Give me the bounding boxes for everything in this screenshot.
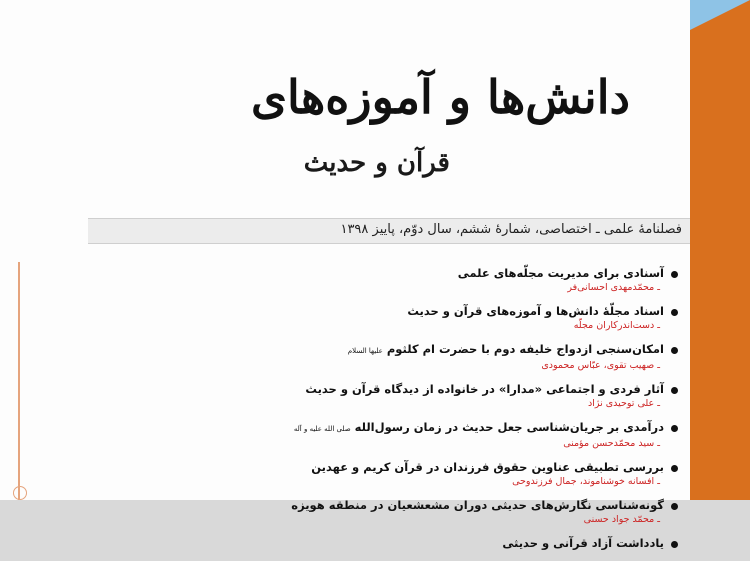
toc-title-honorific: علیها السلام [347,347,383,355]
toc-title-line [260,342,664,359]
toc-title: آثار فردی و اجتماعی «مدارا» در خانواده از دیدگاه قرآن و حدیث [305,382,664,396]
toc-title: یادداشت آزاد قرآنی و حدیثی [502,536,664,550]
toc-author: ـ علی توحیدی نژاد [587,398,660,409]
toc-title: گونه‌شناسی نگارش‌های حدیثی دوران مشعشعیان در منطقه هویزه [291,498,664,512]
bullet-icon [671,347,678,354]
toc-author: ـ محمّد جواد حسنی [583,514,660,525]
toc-title: درآمدی بر جریان‌شناسی جعل حدیث در زمان رسول‌الله [354,420,664,434]
toc-item [260,460,680,488]
toc-title: اسناد مجلّهٔ دانش‌ها و آموزه‌های قرآن و حدیث [407,304,664,318]
bullet-icon [671,387,678,394]
toc-item [260,382,680,410]
toc-item [260,536,680,551]
toc-title-line [260,420,664,437]
toc-item [260,498,680,526]
toc-item [260,342,680,372]
toc-author: ـ افسانه خوشناموند، جمال فرزندوحی [512,476,660,487]
toc-item [260,266,680,294]
issue-info: فصلنامهٔ علمی ـ اختصاصی، شمارهٔ ششم، سال دوّم، پاییز ۱۳۹۸ [340,222,682,237]
toc-item [260,420,680,450]
toc-title-honorific: صلی الله علیه و آله [293,425,351,433]
bullet-icon [671,503,678,510]
toc-author: ـ دست‌اندرکاران مجلّه [573,320,660,331]
blue-corner-decoration [690,0,750,30]
bullet-icon [671,425,678,432]
bullet-icon [671,271,678,278]
bullet-icon [671,541,678,548]
toc-title: امکان‌سنجی ازدواج خلیفه دوم با حضرت ام کلثوم [386,342,664,356]
bullet-icon [671,309,678,316]
journal-title: دانش‌ها و آموزه‌های [250,70,630,124]
toc-author: ـ صهیب تقوی، عبّاس محمودی [541,360,660,371]
bullet-icon [671,465,678,472]
toc-author: ـ محمّدمهدی احسانی‌فر [567,282,660,293]
decorative-vertical-line [18,262,20,500]
orange-side-bar [690,0,750,500]
decorative-circle [13,486,27,500]
issue-band [88,218,690,244]
journal-subtitle: قرآن و حدیث [303,148,450,178]
toc-title: بررسی تطبیقی عناوین حقوق فرزندان در قرآن کریم و عهدین [311,460,664,474]
toc-author: ـ سید محمّدحسن مؤمنی [563,438,660,449]
table-of-contents [260,266,680,561]
toc-item [260,304,680,332]
toc-title: آسنادی برای مدیریت مجلّه‌های علمی [457,266,664,280]
